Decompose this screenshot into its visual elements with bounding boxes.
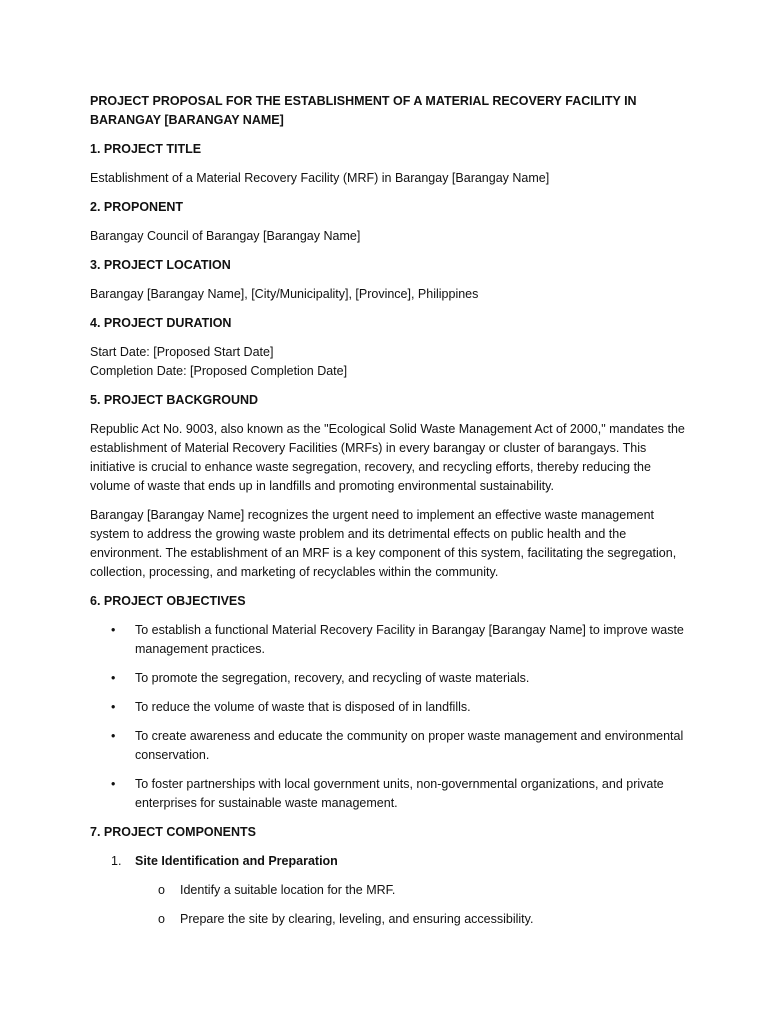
section-heading-duration: 4. PROJECT DURATION xyxy=(90,316,232,330)
circle-bullet-icon: o xyxy=(158,912,165,926)
objective-text: To create awareness and educate the community on proper waste management and environmental conservation. xyxy=(135,729,684,762)
section-heading-objectives: 6. PROJECT OBJECTIVES xyxy=(90,594,246,608)
bullet-icon: • xyxy=(111,671,116,685)
objective-text: To promote the segregation, recovery, and recycling of waste materials. xyxy=(135,671,530,685)
component-label: Site Identification and Preparation xyxy=(135,854,338,868)
circle-bullet-icon: o xyxy=(158,883,165,897)
list-item xyxy=(90,698,690,717)
section-heading-location: 3. PROJECT LOCATION xyxy=(90,258,231,272)
list-item xyxy=(90,669,690,688)
sub-item-text: Prepare the site by clearing, leveling, and ensuring accessibility. xyxy=(180,912,534,926)
component-number: 1. xyxy=(111,854,122,868)
list-item xyxy=(90,621,690,659)
location-text: Barangay [Barangay Name], [City/Municipality], [Province], Philippines xyxy=(90,287,479,301)
list-item xyxy=(90,727,690,765)
section-heading-project-title: 1. PROJECT TITLE xyxy=(90,142,202,156)
list-item xyxy=(90,910,690,929)
objective-text: To reduce the volume of waste that is disposed of in landfills. xyxy=(135,700,471,714)
component-sub-list xyxy=(90,881,690,929)
objective-text: To establish a functional Material Recovery Facility in Barangay [Barangay Name] to improve waste management practices. xyxy=(135,623,684,656)
bullet-icon: • xyxy=(111,777,116,791)
list-item xyxy=(90,775,690,813)
proponent-text: Barangay Council of Barangay [Barangay Name] xyxy=(90,229,361,243)
document-title: PROJECT PROPOSAL FOR THE ESTABLISHMENT OF A MATERIAL RECOVERY FACILITY IN BARANGAY [BARANGAY NAME] xyxy=(90,94,637,127)
background-paragraph-1: Republic Act No. 9003, also known as the "Ecological Solid Waste Management Act of 2000," mandates the establishment of Material Recovery Facilities (MRFs) in every barangay or cluster of barangays. This initiative is crucial to enhance waste segregation, recovery, and recycling efforts, thereby reducing the volume of waste that ends up in landfills and promoting environmental sustainability. xyxy=(90,422,685,493)
bullet-icon: • xyxy=(111,700,116,714)
list-item xyxy=(90,881,690,900)
section-heading-background: 5. PROJECT BACKGROUND xyxy=(90,393,259,407)
project-title-text: Establishment of a Material Recovery Facility (MRF) in Barangay [Barangay Name] xyxy=(90,171,550,185)
duration-block xyxy=(90,343,690,381)
sub-item-text: Identify a suitable location for the MRF. xyxy=(180,883,396,897)
bullet-icon: • xyxy=(111,729,116,743)
bullet-icon: • xyxy=(111,623,116,637)
completion-date: Completion Date: [Proposed Completion Date] xyxy=(90,364,348,378)
objective-text: To foster partnerships with local government units, non-governmental organizations, and private enterprises for sustainable waste management. xyxy=(135,777,664,810)
component-item xyxy=(90,852,690,871)
background-paragraph-2: Barangay [Barangay Name] recognizes the urgent need to implement an effective waste management system to address the growing waste problem and its detrimental effects on public health and the environment. The establishment of an MRF is a key component of this system, facilitating the segregation, collection, processing, and marketing of recyclables within the community. xyxy=(90,508,677,579)
start-date: Start Date: [Proposed Start Date] xyxy=(90,345,274,359)
section-heading-proponent: 2. PROPONENT xyxy=(90,200,184,214)
document-page xyxy=(90,92,690,939)
section-heading-components: 7. PROJECT COMPONENTS xyxy=(90,825,256,839)
objectives-list xyxy=(90,621,690,813)
